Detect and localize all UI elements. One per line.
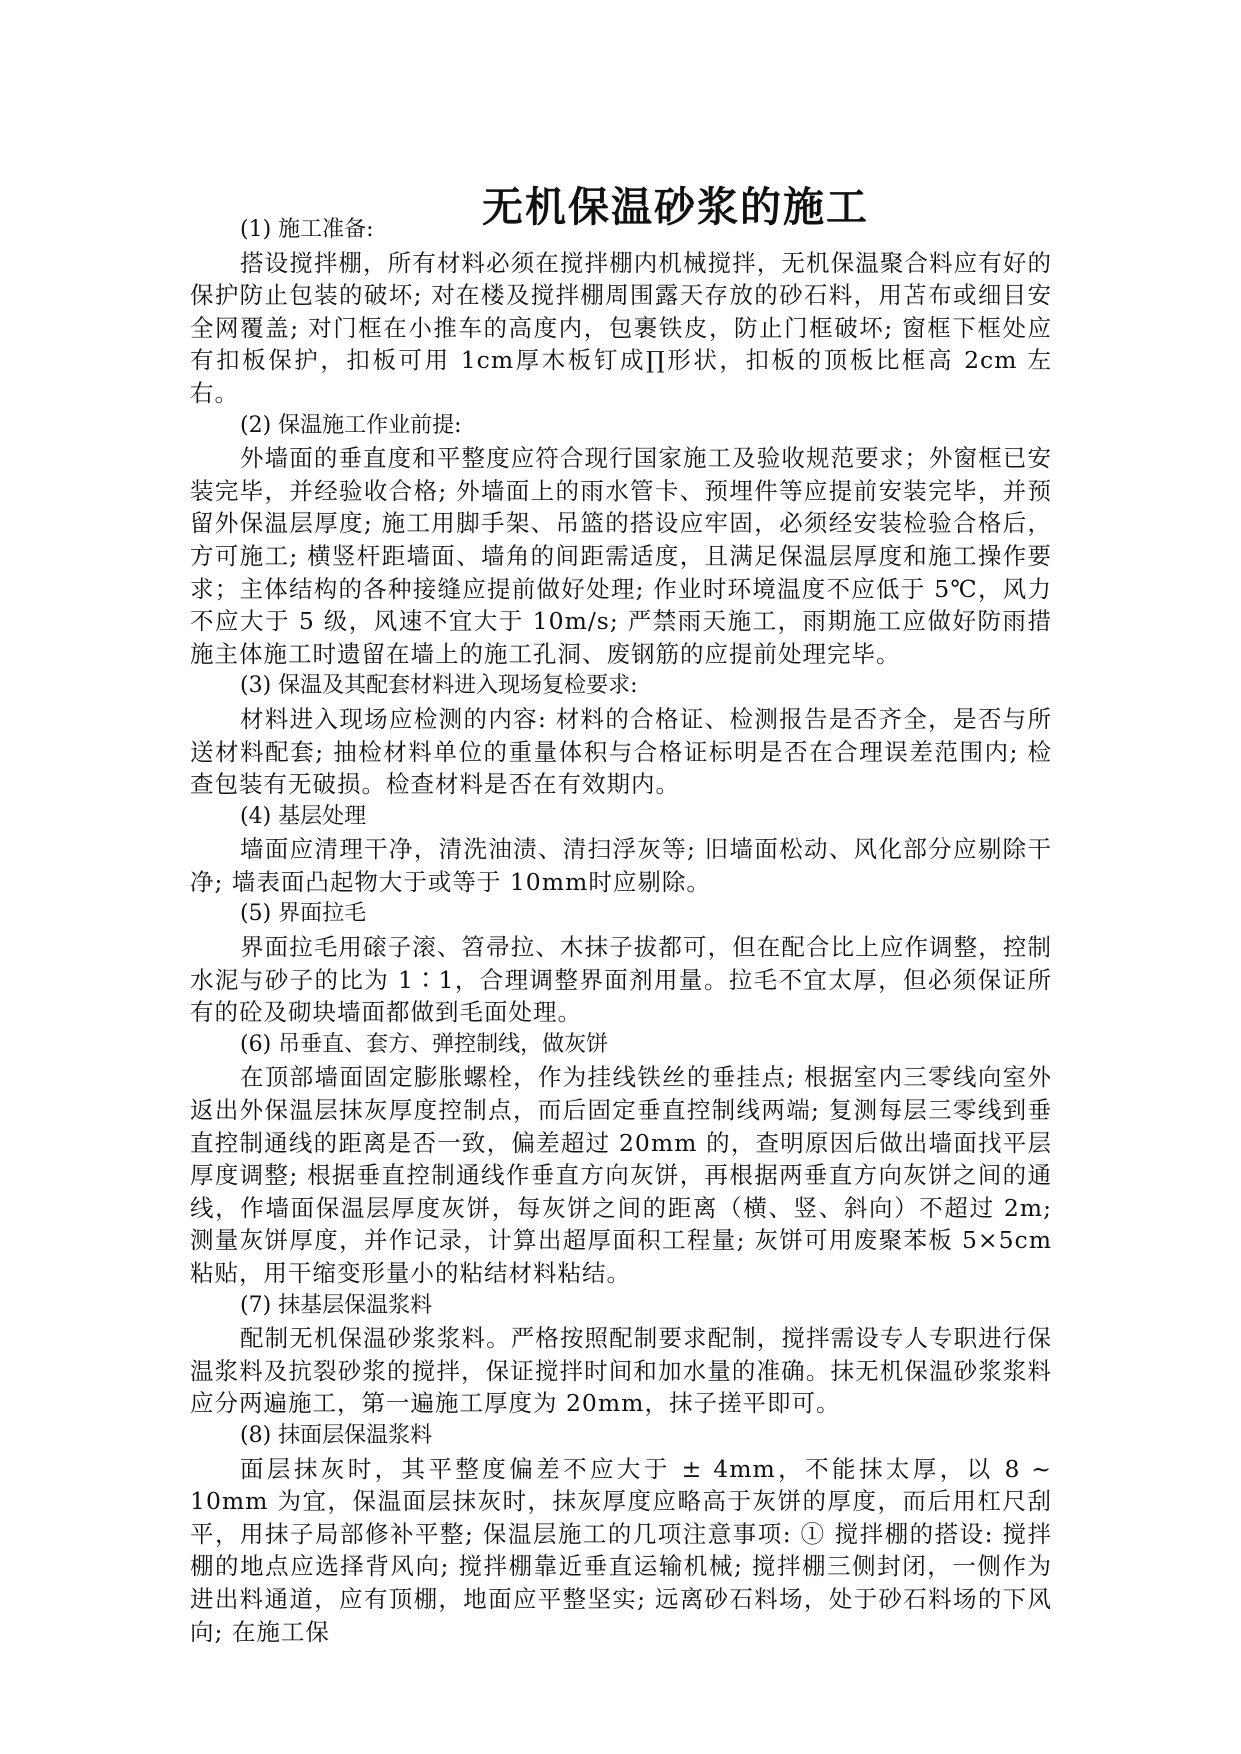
- page-title: 无机保温砂浆的施工: [482, 183, 869, 232]
- section-1-paragraph: 搭设搅拌棚，所有材料必须在搅拌棚内机械搅拌，无机保温聚合料应有好的保护防止包装的破坏; 对在楼及搅拌棚周围露天存放的砂石料，用苫布或细目安全网覆盖; 对门框在小推车的高度内，包裹铁皮，防止门框破坏; 窗框下框处应有扣板保护，扣板可用 1cm厚木板钉成∏形状，扣板的顶板比框高 2cm 左右。: [190, 248, 1052, 407]
- section-2-heading: (2) 保温施工作业前提:: [240, 412, 462, 438]
- document-body: [190, 214, 1052, 1648]
- section-4-heading: (4) 基层处理: [240, 803, 367, 829]
- section-7-heading: (7) 抹基层保温浆料: [240, 1292, 433, 1318]
- section-3-paragraph: 材料进入现场应检测的内容: 材料的合格证、检测报告是否齐全，是否与所送材料配套; 抽检材料单位的重量体积与合格证标明是否在合理误差范围内; 检查包装有无破损。检查材料是否在有效期内。: [190, 704, 1052, 799]
- section-5-paragraph: 界面拉毛用磙子滚、笤帚拉、木抹子拔都可，但在配合比上应作调整，控制水泥与砂子的比为 1∶1，合理调整界面剂用量。拉毛不宜太厚，但必须保证所有的砼及砌块墙面都做到毛面处理。: [190, 933, 1052, 1027]
- section-6-paragraph: 在顶部墙面固定膨胀螺栓，作为挂线铁丝的垂挂点; 根据室内三零线向室外返出外保温层抹灰厚度控制点，而后固定垂直控制线两端; 复测每层三零线到垂直控制通线的距离是否一致，偏差超过 20mm 的，查明原因后做出墙面找平层厚度调整; 根据垂直控制通线作垂直方向灰饼，再根据两垂直方向灰饼之间的通线，作墙面保温层厚度灰饼，每灰饼之间的距离（横、竖、斜向）不超过 2m; 测量灰饼厚度，并作记录，计算出超厚面积工程量; 灰饼可用废聚苯板 5×5cm 粘贴，用干缩变形量小的粘结材料粘结。: [190, 1063, 1052, 1287]
- section-7-paragraph: 配制无机保温砂浆浆料。严格按照配制要求配制，搅拌需设专人专职进行保温浆料及抗裂砂浆的搅拌，保证搅拌时间和加水量的准确。抹无机保温砂浆浆料应分两遍施工，第一遍施工厚度为 20mm，抹子搓平即可。: [190, 1324, 1052, 1418]
- section-8-heading: (8) 抹面层保温浆料: [240, 1422, 433, 1448]
- section-4-paragraph: 墙面应清理干净，清洗油渍、清扫浮灰等; 旧墙面松动、风化部分应剔除干净; 墙表面凸起物大于或等于 10mm时应剔除。: [190, 835, 1052, 896]
- section-2-paragraph: 外墙面的垂直度和平整度应符合现行国家施工及验收规范要求；外窗框已安装完毕，并经验收合格; 外墙面上的雨水管卡、预埋件等应提前安装完毕，并预留外保温层厚度; 施工用脚手架、吊篮的搭设应牢固，必须经安装检验合格后，方可施工; 横竖杆距墙面、墙角的间距需适度，且满足保温层厚度和施工操作要求；主体结构的各种接缝应提前做好处理; 作业时环境温度不应低于 5℃，风力不应大于 5 级，风速不宜大于 10m/s; 严禁雨天施工，雨期施工应做好防雨措施主体施工时遗留在墙上的施工孔洞、废钢筋的应提前处理完毕。: [190, 444, 1052, 668]
- section-5-heading: (5) 界面拉毛: [240, 901, 367, 927]
- section-3-heading: (3) 保温及其配套材料进入现场复检要求:: [240, 673, 638, 699]
- section-6-heading: (6) 吊垂直、套方、弹控制线，做灰饼: [240, 1031, 609, 1057]
- section-8-paragraph: 面层抹灰时，其平整度偏差不应大于 ± 4mm，不能抹太厚，以 8 ~ 10mm 为宜，保温面层抹灰时，抹灰厚度应略高于灰饼的厚度，而后用杠尺刮平，用抹子局部修补平整; 保温层施工的几项注意事项: ① 搅拌棚的搭设: 搅拌棚的地点应选择背风向; 搅拌棚靠近垂直运输机械; 搅拌棚三侧封闭，一侧作为进出料通道，应有顶棚，地面应平整坚实; 远离砂石料场，处于砂石料场的下风向; 在施工保: [190, 1454, 1052, 1646]
- section-1-heading: (1) 施工准备:: [240, 217, 374, 242]
